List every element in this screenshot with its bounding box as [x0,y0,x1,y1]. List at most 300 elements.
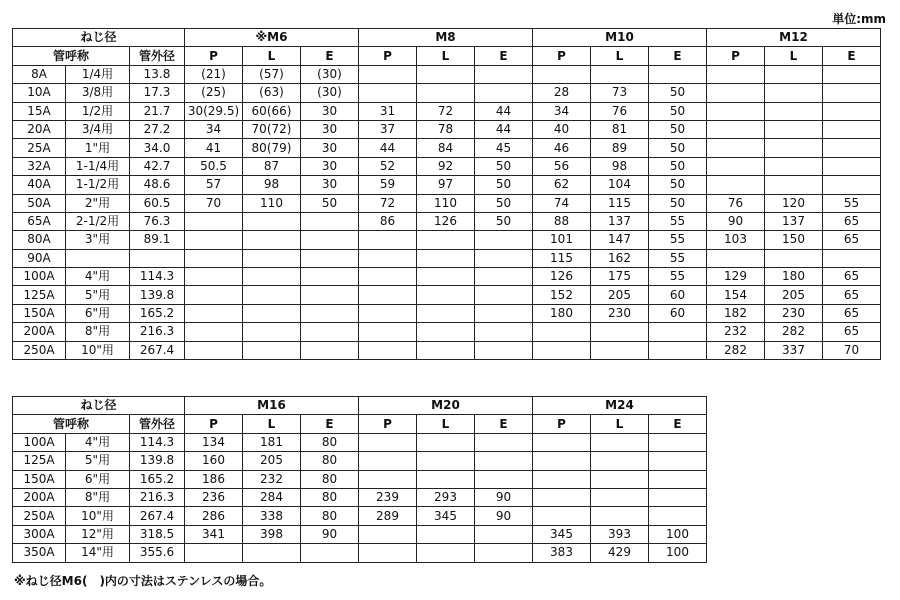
value-cell: 282 [707,341,765,359]
value-cell: 46 [533,139,591,157]
nominal-inch-cell: 2"用 [66,194,130,212]
outer-diameter-cell: 318.5 [130,525,185,543]
table-row [13,231,881,249]
nominal-a-cell: 200A [13,488,66,506]
value-cell [823,176,881,194]
value-cell: 59 [359,176,417,194]
nominal-inch-cell: 5"用 [66,452,130,470]
outer-diameter-header: 管外径 [130,47,185,65]
p-column-header: P [533,47,591,65]
value-cell: 50 [649,84,707,102]
nominal-size-header: 管呼称 [13,415,130,433]
value-cell [359,231,417,249]
l-column-header: L [243,415,301,433]
nominal-a-cell: 200A [13,323,66,341]
value-cell: 230 [591,304,649,322]
header-row-groups [13,397,707,415]
value-cell: 30 [301,157,359,175]
table-row [13,157,881,175]
outer-diameter-cell: 139.8 [130,286,185,304]
nominal-inch-cell: 5"用 [66,286,130,304]
value-cell [185,249,243,267]
table-row [13,525,707,543]
thread-group-header: M10 [533,29,707,47]
nominal-a-cell: 15A [13,102,66,120]
value-cell: 65 [823,323,881,341]
value-cell [533,470,591,488]
value-cell: 341 [185,525,243,543]
value-cell: 137 [765,212,823,230]
value-cell [417,525,475,543]
value-cell [185,286,243,304]
value-cell [243,268,301,286]
value-cell: 70 [185,194,243,212]
thread-group-header: M24 [533,397,707,415]
nominal-a-cell: 32A [13,157,66,175]
value-cell [417,304,475,322]
value-cell [707,139,765,157]
value-cell [707,249,765,267]
value-cell [533,65,591,83]
value-cell: 103 [707,231,765,249]
value-cell: 90 [707,212,765,230]
table-row [13,249,881,267]
value-cell: (57) [243,65,301,83]
value-cell: 100 [649,525,707,543]
value-cell [591,341,649,359]
value-cell [823,65,881,83]
dimension-table-m16-m24 [12,396,707,563]
value-cell [591,65,649,83]
value-cell: 60(66) [243,102,301,120]
value-cell: 80 [301,507,359,525]
nominal-a-cell: 40A [13,176,66,194]
value-cell: 110 [243,194,301,212]
value-cell [359,544,417,562]
value-cell: 338 [243,507,301,525]
nominal-inch-cell: 3/4用 [66,120,130,138]
value-cell: 126 [533,268,591,286]
value-cell: 30(29.5) [185,102,243,120]
nominal-inch-cell: 2-1/2用 [66,212,130,230]
value-cell [765,249,823,267]
value-cell: 345 [533,525,591,543]
table-row [13,433,707,451]
value-cell [417,268,475,286]
value-cell [417,433,475,451]
nominal-inch-cell: 8"用 [66,323,130,341]
table-row [13,488,707,506]
outer-diameter-cell: 355.6 [130,544,185,562]
l-column-header: L [243,47,301,65]
value-cell [475,341,533,359]
value-cell: 90 [475,488,533,506]
value-cell [765,102,823,120]
value-cell [591,323,649,341]
value-cell [243,249,301,267]
value-cell [301,341,359,359]
value-cell: 232 [707,323,765,341]
unit-label: 単位:mm [832,12,886,26]
outer-diameter-cell: 165.2 [130,470,185,488]
value-cell [649,488,707,506]
value-cell: 73 [591,84,649,102]
nominal-a-cell: 90A [13,249,66,267]
header-row-columns [13,47,881,65]
value-cell: 80(79) [243,139,301,157]
value-cell [475,231,533,249]
value-cell: 137 [591,212,649,230]
value-cell [301,286,359,304]
value-cell [301,323,359,341]
dimension-table-m6-m12 [12,28,881,360]
value-cell [359,304,417,322]
value-cell: 62 [533,176,591,194]
value-cell [359,286,417,304]
value-cell: 282 [765,323,823,341]
table-row [13,304,881,322]
value-cell [823,120,881,138]
outer-diameter-cell: 76.3 [130,212,185,230]
value-cell: 180 [533,304,591,322]
nominal-inch-cell: 1-1/2用 [66,176,130,194]
value-cell: 30 [301,120,359,138]
value-cell [823,139,881,157]
outer-diameter-cell: 114.3 [130,433,185,451]
value-cell [417,470,475,488]
value-cell: 81 [591,120,649,138]
value-cell: 50 [301,194,359,212]
value-cell: 126 [417,212,475,230]
nominal-a-cell: 50A [13,194,66,212]
value-cell: (21) [185,65,243,83]
nominal-a-cell: 65A [13,212,66,230]
value-cell: 65 [823,231,881,249]
nominal-a-cell: 125A [13,452,66,470]
table-row [13,323,881,341]
value-cell: 180 [765,268,823,286]
value-cell [243,304,301,322]
value-cell: 162 [591,249,649,267]
value-cell: 90 [301,525,359,543]
value-cell: 50 [475,157,533,175]
value-cell [243,286,301,304]
value-cell [707,102,765,120]
value-cell: 50 [475,176,533,194]
outer-diameter-cell: 89.1 [130,231,185,249]
nominal-a-cell: 125A [13,286,66,304]
value-cell: 154 [707,286,765,304]
value-cell [649,470,707,488]
value-cell: 147 [591,231,649,249]
value-cell: 60 [649,304,707,322]
value-cell [475,323,533,341]
outer-diameter-cell: 267.4 [130,341,185,359]
e-column-header: E [823,47,881,65]
value-cell [475,65,533,83]
outer-diameter-cell: 13.8 [130,65,185,83]
value-cell: 50 [649,139,707,157]
nominal-a-cell: 10A [13,84,66,102]
value-cell [417,231,475,249]
value-cell: 50 [475,212,533,230]
table-row [13,544,707,562]
value-cell: 50.5 [185,157,243,175]
l-column-header: L [417,47,475,65]
value-cell: 72 [359,194,417,212]
value-cell: 52 [359,157,417,175]
thread-group-header: ※M6 [185,29,359,47]
value-cell [359,525,417,543]
value-cell [823,157,881,175]
value-cell: 80 [301,452,359,470]
nominal-inch-cell: 3"用 [66,231,130,249]
value-cell [533,507,591,525]
value-cell [475,433,533,451]
table-row [13,102,881,120]
value-cell [765,139,823,157]
outer-diameter-cell: 48.6 [130,176,185,194]
value-cell: (30) [301,65,359,83]
value-cell: 50 [649,176,707,194]
p-column-header: P [707,47,765,65]
outer-diameter-cell: 60.5 [130,194,185,212]
value-cell [185,231,243,249]
nominal-a-cell: 250A [13,341,66,359]
value-cell: 205 [591,286,649,304]
nominal-a-cell: 350A [13,544,66,562]
value-cell: 50 [649,157,707,175]
e-column-header: E [649,47,707,65]
value-cell: 286 [185,507,243,525]
value-cell: 181 [243,433,301,451]
value-cell: 100 [649,544,707,562]
value-cell [475,470,533,488]
value-cell [649,433,707,451]
value-cell: 88 [533,212,591,230]
value-cell: 110 [417,194,475,212]
value-cell: 101 [533,231,591,249]
value-cell [475,544,533,562]
p-column-header: P [185,415,243,433]
value-cell [417,286,475,304]
value-cell [533,341,591,359]
nominal-inch-cell: 1-1/4用 [66,157,130,175]
value-cell: 205 [243,452,301,470]
value-cell [765,176,823,194]
value-cell [185,212,243,230]
nominal-a-cell: 100A [13,268,66,286]
value-cell [765,120,823,138]
p-column-header: P [359,47,417,65]
p-column-header: P [359,415,417,433]
outer-diameter-cell: 21.7 [130,102,185,120]
value-cell: 89 [591,139,649,157]
value-cell: 76 [591,102,649,120]
value-cell: 98 [591,157,649,175]
value-cell [823,249,881,267]
table-row [13,120,881,138]
value-cell [359,470,417,488]
value-cell: 84 [417,139,475,157]
value-cell: 60 [649,286,707,304]
value-cell: 80 [301,488,359,506]
nominal-inch-cell: 4"用 [66,268,130,286]
p-column-header: P [185,47,243,65]
table-row [13,84,881,102]
value-cell [649,65,707,83]
value-cell: 70 [823,341,881,359]
outer-diameter-cell: 42.7 [130,157,185,175]
value-cell: 41 [185,139,243,157]
nominal-a-cell: 8A [13,65,66,83]
value-cell: 92 [417,157,475,175]
value-cell [185,544,243,562]
footnote: ※ねじ径M6( )内の寸法はステンレスの場合。 [14,574,272,588]
value-cell [475,84,533,102]
value-cell [707,157,765,175]
thread-size-header: ねじ径 [13,397,185,415]
outer-diameter-cell: 27.2 [130,120,185,138]
nominal-inch-cell: 4"用 [66,433,130,451]
nominal-a-cell: 300A [13,525,66,543]
value-cell [185,341,243,359]
nominal-inch-cell: 10"用 [66,341,130,359]
e-column-header: E [649,415,707,433]
table-row [13,65,881,83]
nominal-inch-cell: 1"用 [66,139,130,157]
l-column-header: L [591,415,649,433]
outer-diameter-cell: 216.3 [130,323,185,341]
value-cell [765,157,823,175]
value-cell [301,231,359,249]
value-cell [533,488,591,506]
outer-diameter-cell: 17.3 [130,84,185,102]
value-cell [301,268,359,286]
value-cell [475,304,533,322]
value-cell [591,470,649,488]
value-cell [707,120,765,138]
value-cell: 152 [533,286,591,304]
value-cell [243,341,301,359]
value-cell: 87 [243,157,301,175]
value-cell [591,507,649,525]
value-cell: 98 [243,176,301,194]
value-cell: 90 [475,507,533,525]
value-cell [475,525,533,543]
value-cell: 236 [185,488,243,506]
value-cell [359,84,417,102]
value-cell: 345 [417,507,475,525]
nominal-a-cell: 150A [13,470,66,488]
value-cell [823,84,881,102]
value-cell [649,323,707,341]
value-cell: 186 [185,470,243,488]
value-cell [359,249,417,267]
value-cell [533,323,591,341]
value-cell [185,268,243,286]
outer-diameter-cell: 165.2 [130,304,185,322]
value-cell: 55 [649,249,707,267]
value-cell [649,507,707,525]
table-row [13,194,881,212]
value-cell [301,544,359,562]
value-cell: 393 [591,525,649,543]
value-cell: 30 [301,139,359,157]
value-cell [301,249,359,267]
value-cell [185,323,243,341]
value-cell: 86 [359,212,417,230]
value-cell: 50 [649,102,707,120]
value-cell: 284 [243,488,301,506]
value-cell [243,544,301,562]
value-cell: 80 [301,433,359,451]
value-cell: 50 [649,194,707,212]
value-cell [475,249,533,267]
table-row [13,212,881,230]
value-cell: 97 [417,176,475,194]
nominal-size-header: 管呼称 [13,47,130,65]
value-cell [417,544,475,562]
outer-diameter-cell [130,249,185,267]
value-cell [591,452,649,470]
outer-diameter-cell: 34.0 [130,139,185,157]
nominal-inch-cell: 3/8用 [66,84,130,102]
value-cell: 134 [185,433,243,451]
thread-group-header: M12 [707,29,881,47]
l-column-header: L [765,47,823,65]
value-cell [417,84,475,102]
value-cell: 232 [243,470,301,488]
value-cell [359,433,417,451]
value-cell [359,452,417,470]
value-cell [417,249,475,267]
value-cell: 293 [417,488,475,506]
value-cell: 383 [533,544,591,562]
value-cell: 65 [823,304,881,322]
value-cell: 239 [359,488,417,506]
value-cell: 55 [649,231,707,249]
value-cell: 50 [475,194,533,212]
value-cell [185,304,243,322]
value-cell: 65 [823,212,881,230]
value-cell: (25) [185,84,243,102]
value-cell: 230 [765,304,823,322]
value-cell: 80 [301,470,359,488]
nominal-inch-cell: 1/4用 [66,65,130,83]
p-column-header: P [533,415,591,433]
value-cell [359,341,417,359]
l-column-header: L [417,415,475,433]
value-cell: 205 [765,286,823,304]
value-cell: 70(72) [243,120,301,138]
value-cell [359,268,417,286]
value-cell: 57 [185,176,243,194]
value-cell: 31 [359,102,417,120]
nominal-a-cell: 250A [13,507,66,525]
nominal-inch-cell: 6"用 [66,470,130,488]
value-cell: 78 [417,120,475,138]
table-row [13,507,707,525]
value-cell: 104 [591,176,649,194]
value-cell [417,65,475,83]
nominal-inch-cell [66,249,130,267]
value-cell: 50 [649,120,707,138]
value-cell [243,212,301,230]
value-cell [533,452,591,470]
nominal-inch-cell: 1/2用 [66,102,130,120]
value-cell: 44 [359,139,417,157]
